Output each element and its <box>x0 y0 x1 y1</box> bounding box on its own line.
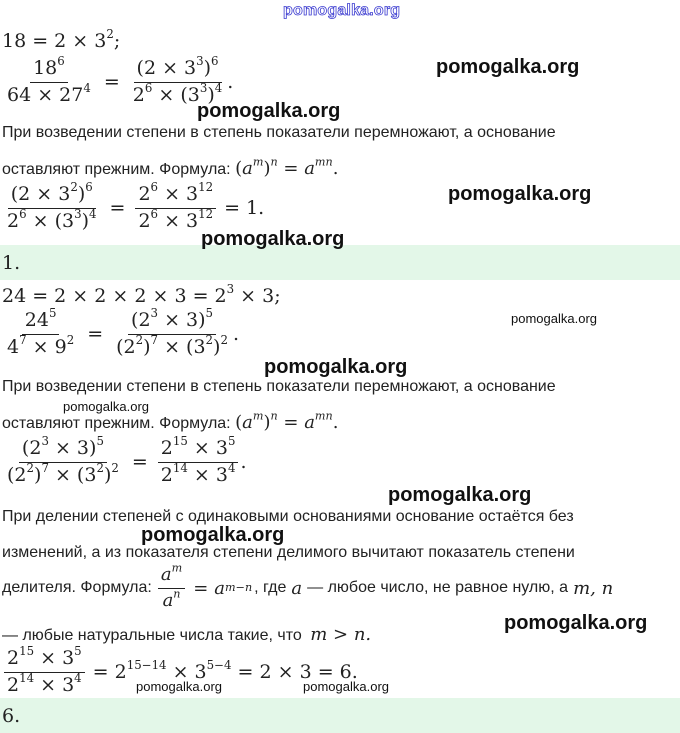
watermark: pomogalka.org <box>63 399 149 414</box>
watermark: pomogalka.org <box>388 484 532 506</box>
equation-final: $\frac{2^{15} \times 3^5}{2^{14} \times 3^4}$ = $2^{15-14} \times 3^{5-4} = 2 \times 3 = 6$. <box>2 648 358 697</box>
answer-band-2 <box>0 698 680 733</box>
watermark: pomogalka.org <box>201 228 345 250</box>
watermark: pomogalka.org <box>436 56 580 78</box>
top-watermark: pomogalka.org <box>283 2 401 19</box>
watermark: pomogalka.org <box>504 612 648 634</box>
equation-18-factorization: $18 = 2 \times 3^2$; <box>2 27 121 52</box>
watermark: pomogalka.org <box>264 356 408 378</box>
equation-fraction-2: $\frac{(2 \times 3^2)^6}{2^6 \times (3^3)^4}$ = $\frac{2^6 \times 3^{12}}{2^6 \times 3^{12}}$ = 1. <box>7 180 265 232</box>
equation-fraction-4: $\frac{(2^3 \times 3)^5}{(2^2)^7 \times (3^2)^2}$ = $\frac{2^{15} \times 3^5}{2^{14} \times 3^4}$ . <box>7 434 247 486</box>
division-rule-line-1: При делении степеней с одинаковыми основаниями основание остаётся без <box>2 508 574 525</box>
power-rule-text-2: При возведении степени в степень показатели перемножают, а основание <box>2 378 556 395</box>
power-rule-formula-line-1: оставляют прежним. Формула: $(a^m)^n = a^{mn}$. <box>2 155 339 179</box>
answer-2: 6. <box>2 705 21 727</box>
power-rule-text-1: При возведении степени в степень показатели перемножают, а основание <box>2 124 556 141</box>
equation-24-factorization: $24 = 2 \times 2 \times 2 \times 3 = 2^3 \times 3$; <box>2 282 281 307</box>
answer-1: 1. <box>2 252 21 274</box>
watermark: pomogalka.org <box>136 679 222 694</box>
power-rule-formula-line-2: оставляют прежним. Формула: $(a^m)^n = a^{mn}$. <box>2 409 339 433</box>
equation-fraction-3: $\frac{24^5}{4^7 \times 9^2}$ = $\frac{(2^3 \times 3)^5}{(2^2)^7 \times (3^2)^2}$ . <box>7 306 240 358</box>
watermark: pomogalka.org <box>303 679 389 694</box>
watermark: pomogalka.org <box>141 524 285 546</box>
watermark: pomogalka.org <box>448 183 592 205</box>
division-rule-line-2: изменений, а из показателя степени делимого вычитают показатель степени <box>2 544 575 561</box>
watermark: pomogalka.org <box>511 311 597 326</box>
division-rule-line-3: делителя. Формула: $\frac{a^m}{a^n}$ = a m−n , где a — любое число, не равное нулю, а m, n <box>2 561 614 611</box>
equation-fraction-1: $\frac{18^6}{64 \times 27^4}$ = $\frac{(2 \times 3^3)^6}{2^6 \times (3^3)^4}$ . <box>7 54 234 106</box>
division-rule-line-4: — любые натуральные числа такие, что m > n. <box>2 624 372 645</box>
watermark: pomogalka.org <box>197 100 341 122</box>
